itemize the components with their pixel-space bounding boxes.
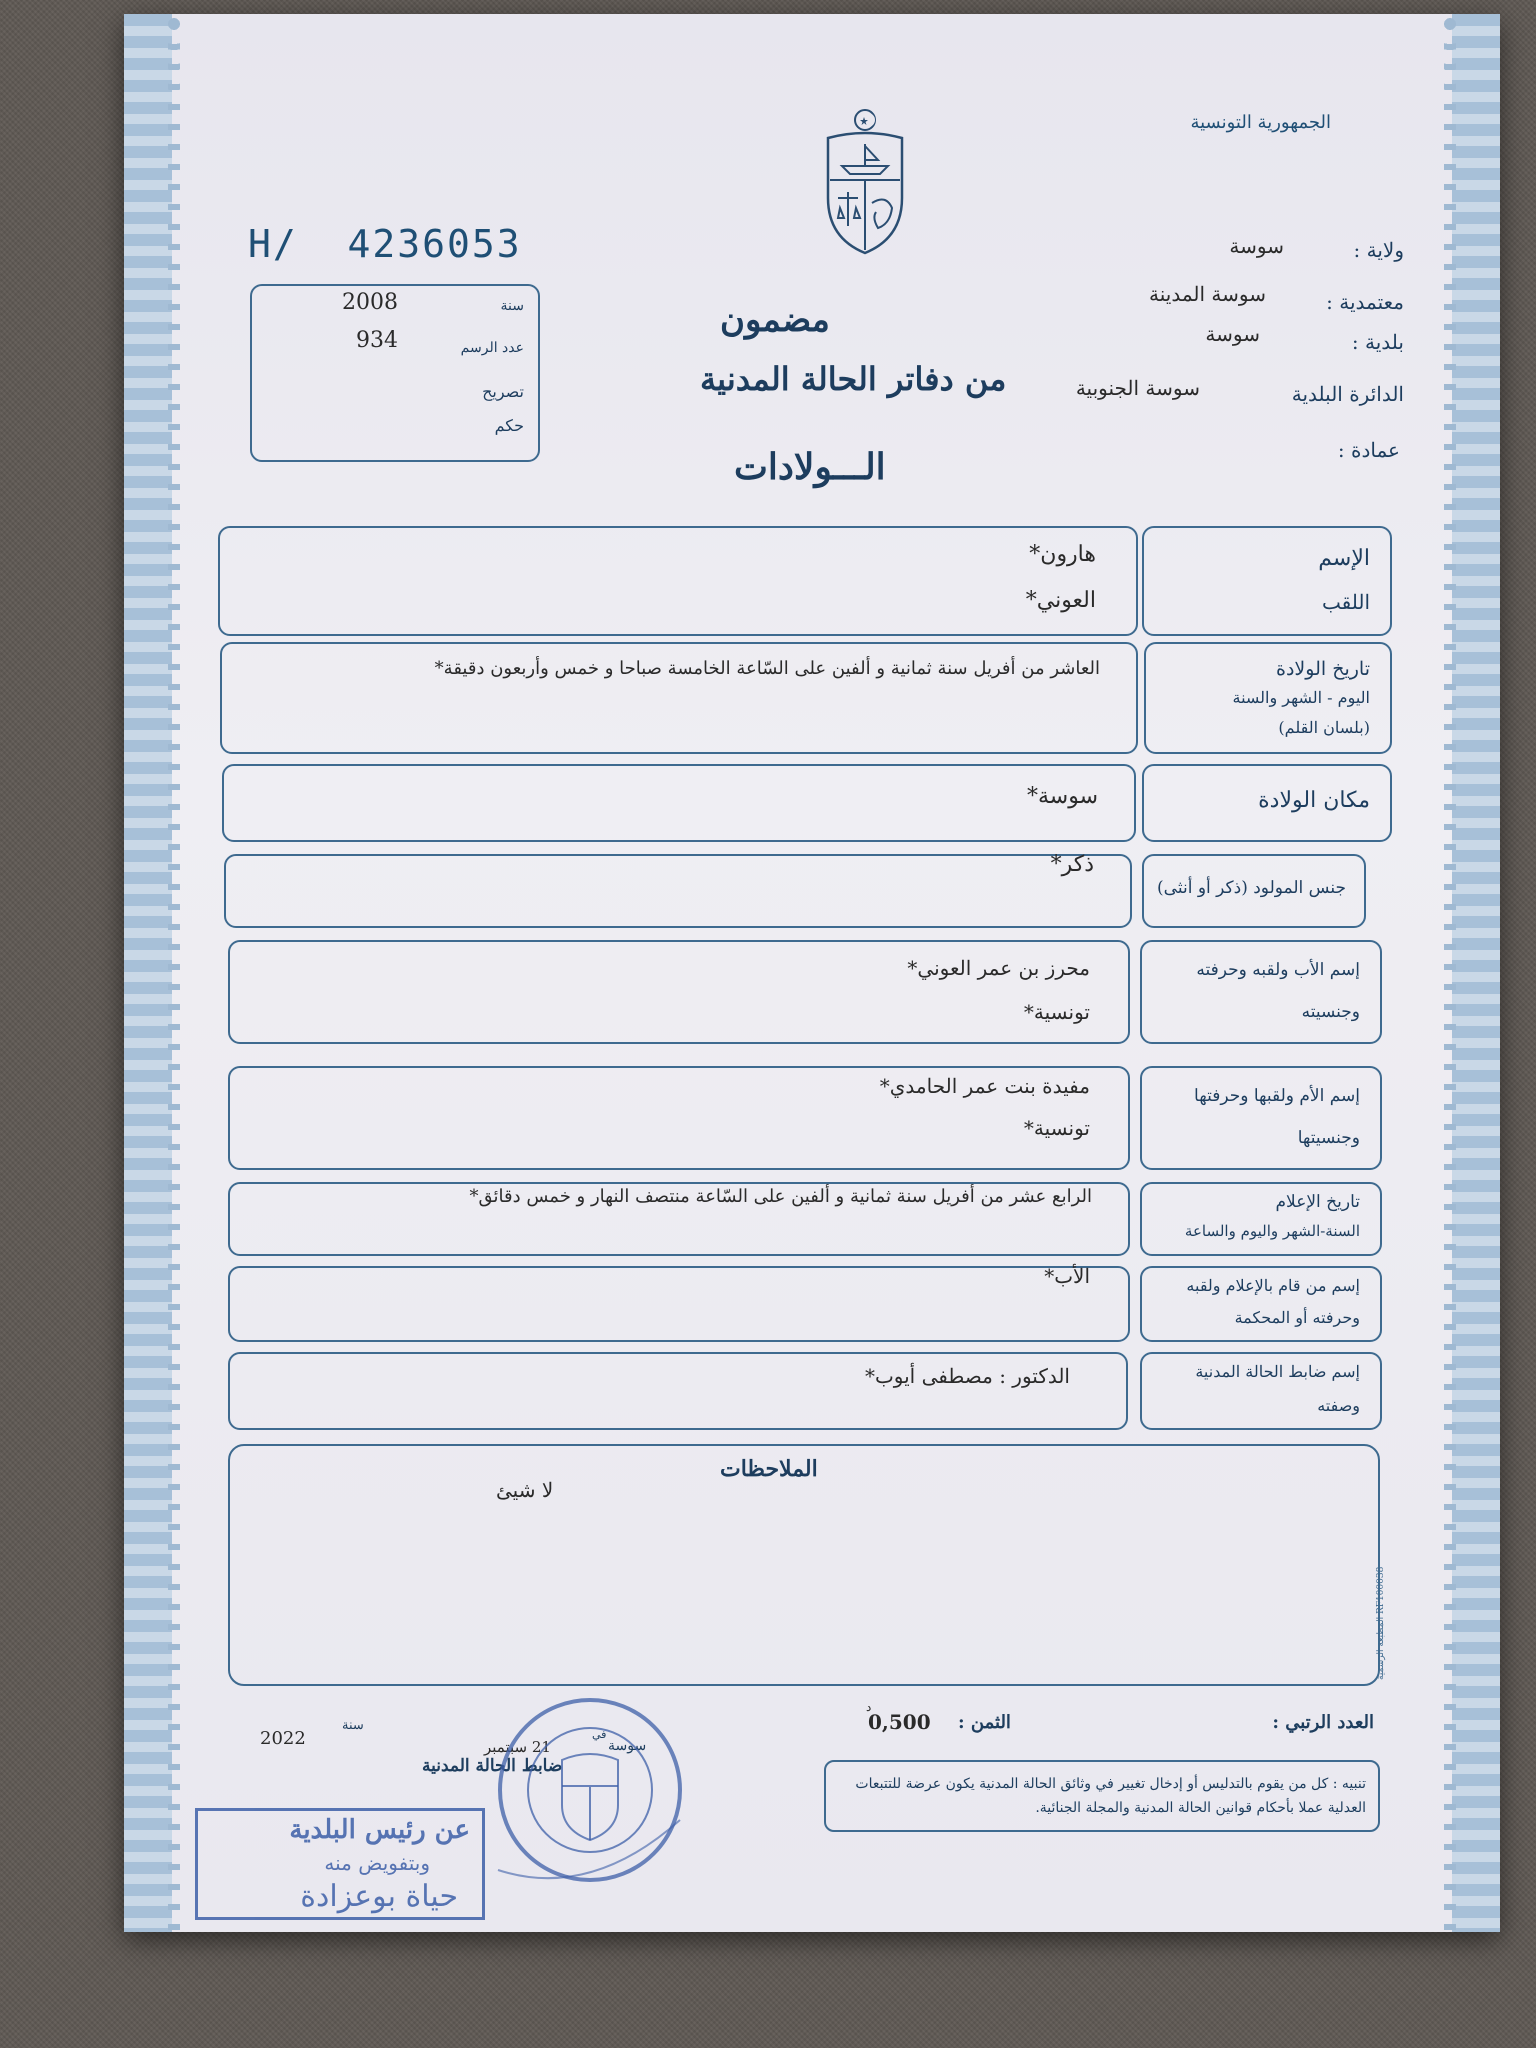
value-cell-declaration-date xyxy=(228,1182,1130,1256)
price-unit: د xyxy=(866,1700,872,1714)
officer-signature-label: ضابط الحالة المدنية xyxy=(422,1756,563,1776)
document-subtitle: من دفاتر الحالة المدنية xyxy=(700,360,1007,398)
stamp-line-2: وبتفويض منه xyxy=(324,1851,430,1875)
birth-date-value: العاشر من أفريل سنة ثمانية و ألفين على السّاعة الخامسة صباحا و خمس وأربعون دقيقة* xyxy=(434,658,1100,679)
label-cell-sex xyxy=(1142,854,1366,928)
in-label: في xyxy=(592,1728,607,1741)
label-cell-mother xyxy=(1140,1066,1382,1170)
surname-value: العوني* xyxy=(1025,588,1096,613)
daira-value: سوسة الجنوبية xyxy=(1075,376,1200,400)
label-cell-name xyxy=(1142,526,1392,636)
declaration-label: تصريح xyxy=(482,382,524,401)
officer-value: الدكتور : مصطفى أيوب* xyxy=(864,1364,1070,1388)
wilaya-label: ولاية : xyxy=(1353,238,1404,262)
value-cell-name xyxy=(218,526,1138,636)
stamp-line-3: حياة بوعزادة xyxy=(300,1879,458,1914)
republic-heading: الجمهورية التونسية xyxy=(1190,112,1331,133)
serial-number: H/ 4236053 xyxy=(248,222,522,266)
value-cell-mother xyxy=(228,1066,1130,1170)
value-cell-officer xyxy=(228,1352,1128,1430)
price-value: 0,500 xyxy=(868,1710,931,1734)
price-label: الثمن : xyxy=(958,1712,1011,1733)
father-nationality-label: وجنسيته xyxy=(1301,1002,1360,1022)
remarks-label: الملاحظات xyxy=(720,1456,818,1482)
motamadia-value: سوسة المدينة xyxy=(1149,282,1266,306)
stamp-line-1: عن رئيس البلدية xyxy=(289,1815,470,1845)
value-cell-declarant xyxy=(228,1266,1130,1342)
declaration-date-sublabel: السنة-الشهر واليوم والساعة xyxy=(1184,1222,1360,1240)
label-cell-father xyxy=(1140,940,1382,1044)
officer-label: إسم ضابط الحالة المدنية xyxy=(1195,1362,1360,1381)
baladia-value: سوسة xyxy=(1205,322,1260,346)
issue-date: 21 سبتمبر xyxy=(484,1738,551,1756)
motamadia-label: معتمدية : xyxy=(1326,290,1404,314)
paper-left-border xyxy=(124,14,172,1932)
printer-mark: المطبعة الرسمية RF100038 xyxy=(1376,1566,1386,1680)
mother-nationality-value: تونسية* xyxy=(1023,1116,1090,1140)
serial-label: العدد الرتبي : xyxy=(1272,1712,1374,1733)
paper-right-border xyxy=(1452,14,1500,1932)
birth-date-label: تاريخ الولادة xyxy=(1276,658,1370,680)
year-label: سنة xyxy=(500,298,524,314)
label-cell-declaration-date xyxy=(1140,1182,1382,1256)
coat-of-arms-icon xyxy=(820,108,910,258)
father-value: محرز بن عمر العوني* xyxy=(907,956,1090,980)
label-cell-birth-date xyxy=(1144,642,1392,754)
birth-place-label: مكان الولادة xyxy=(1258,788,1370,813)
birth-place-value: سوسة* xyxy=(1026,784,1098,809)
birth-date-sublabel: اليوم - الشهر والسنة xyxy=(1232,688,1370,707)
warning-box xyxy=(824,1760,1380,1832)
wilaya-value: سوسة xyxy=(1229,234,1284,258)
birth-date-note: (بلسان القلم) xyxy=(1278,718,1370,737)
judgment-label: حكم xyxy=(494,416,524,435)
baladia-label: بلدية : xyxy=(1351,330,1404,354)
place-label: سوسة xyxy=(608,1738,647,1754)
official-round-stamp-icon xyxy=(490,1690,690,1890)
sex-value: ذكر* xyxy=(1050,852,1094,877)
registration-number-label: عدد الرسم xyxy=(460,340,524,356)
signature-stamp xyxy=(195,1808,485,1920)
value-cell-sex xyxy=(224,854,1132,928)
year-value: 2008 xyxy=(342,290,398,315)
issue-year-label: سنة xyxy=(342,1718,364,1733)
remarks-box xyxy=(228,1444,1380,1686)
declarant-label: إسم من قام بالإعلام ولقبه xyxy=(1186,1276,1360,1295)
declarant-value: الأب* xyxy=(1044,1264,1090,1288)
sex-label: جنس المولود (ذكر أو أنثى) xyxy=(1157,878,1346,898)
remarks-value: لا شيئ xyxy=(496,1478,554,1502)
name-label: الإسم xyxy=(1318,546,1370,571)
declaration-date-value: الرابع عشر من أفريل سنة ثمانية و ألفين على السّاعة منتصف النهار و خمس دقائق* xyxy=(469,1186,1092,1207)
label-cell-birth-place xyxy=(1142,764,1392,842)
surname-label: اللقب xyxy=(1321,590,1370,614)
registration-number-value: 934 xyxy=(356,328,398,353)
value-cell-birth-place xyxy=(222,764,1136,842)
section-title: الـــولادات xyxy=(734,446,886,488)
declarant-sublabel: وحرفته أو المحكمة xyxy=(1234,1308,1360,1327)
mother-value: مفيدة بنت عمر الحامدي* xyxy=(879,1074,1090,1098)
value-cell-birth-date xyxy=(220,642,1138,754)
label-cell-declarant xyxy=(1140,1266,1382,1342)
document-title: مضمون xyxy=(720,300,830,340)
issue-year-value: 2022 xyxy=(260,1728,306,1749)
father-label: إسم الأب ولقبه وحرفته xyxy=(1196,960,1360,980)
declaration-date-label: تاريخ الإعلام xyxy=(1275,1192,1360,1212)
mother-nationality-label: وجنسيتها xyxy=(1297,1128,1360,1148)
label-cell-officer xyxy=(1140,1352,1382,1430)
name-value: هارون* xyxy=(1029,542,1096,567)
mother-label: إسم الأم ولقبها وحرفتها xyxy=(1194,1086,1360,1106)
omada-label: عمادة : xyxy=(1337,438,1400,462)
registration-box xyxy=(250,284,540,462)
father-nationality-value: تونسية* xyxy=(1023,1000,1090,1024)
value-cell-father xyxy=(228,940,1130,1044)
warning-text: تنبيه : كل من يقوم بالتدليس أو إدخال تغيير في وثائق الحالة المدنية يكون عرضة للتتبعات العدلية عملا بأحكام قوانين الحالة المدنية والمجلة الجنائية. xyxy=(855,1776,1366,1816)
daira-label: الدائرة البلدية xyxy=(1291,382,1404,406)
officer-sublabel: وصفته xyxy=(1317,1396,1360,1415)
